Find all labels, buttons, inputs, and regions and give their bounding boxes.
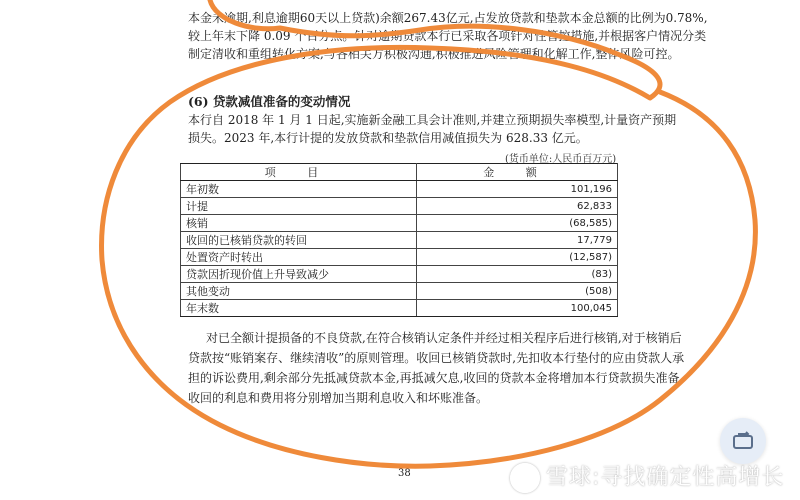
table-row [181, 283, 618, 300]
row-item: 年末数 [181, 300, 417, 317]
column-header-item: 项 目 [181, 164, 417, 181]
share-icon [732, 431, 754, 451]
loan-impairment-table [180, 163, 618, 317]
row-item: 收回的已核销贷款的转回 [181, 232, 417, 249]
section-intro-line: 损失。2023 年,本行计提的发放贷款和垫款信用减值损失为 628.33 亿元。 [188, 131, 588, 145]
paragraph-top-line: 制定清收和重组转化方案,与各相关方积极沟通,积极推进风险管理和化解工作,整体风险可控。 [188, 47, 680, 61]
section-intro-line: 本行自 2018 年 1 月 1 日起,实施新金融工具会计准则,并建立预期损失率模型,计量资产预期 [188, 113, 677, 127]
row-item: 贷款因折现价值上升导致减少 [181, 266, 417, 283]
table-header-row [181, 164, 618, 181]
share-button[interactable] [720, 418, 766, 464]
paragraph-bottom-line: 对已全额计提损备的不良贷款,在符合核销认定条件并经过相关程序后进行核销,对于核销后 [206, 331, 682, 345]
watermark [510, 460, 784, 493]
paragraph-bottom-line: 收回的利息和费用将分别增加当期利息收入和坏账准备。 [188, 391, 489, 405]
table-row [181, 232, 618, 249]
row-amount: 101,196 [417, 181, 618, 198]
watermark-text: 雪球:寻找确定性高增长 [546, 465, 785, 490]
unit-note: (货币单位:人民币百万元) [505, 154, 617, 165]
paragraph-bottom-line: 贷款按“账销案存、继续清收”的原则管理。收回已核销贷款时,先扣收本行垫付的应由贷款人承 [188, 351, 685, 365]
row-amount: 17,779 [417, 232, 618, 249]
table-row [181, 249, 618, 266]
row-amount: 62,833 [417, 198, 618, 215]
row-item: 核销 [181, 215, 417, 232]
row-item: 计提 [181, 198, 417, 215]
table-row [181, 181, 618, 198]
row-item: 处置资产时转出 [181, 249, 417, 266]
row-amount: 100,045 [417, 300, 618, 317]
table-row [181, 266, 618, 283]
table-row [181, 198, 618, 215]
table-row [181, 300, 618, 317]
page-number: 38 [398, 468, 411, 479]
row-amount: (508) [417, 283, 618, 300]
paragraph-top-line: 较上年末下降 0.09 个百分点。针对逾期贷款本行已采取各项针对性管控措施,并根据客户情况分类 [188, 29, 707, 43]
row-item: 其他变动 [181, 283, 417, 300]
row-amount: (68,585) [417, 215, 618, 232]
row-amount: (12,587) [417, 249, 618, 266]
row-item: 年初数 [181, 181, 417, 198]
table-row [181, 215, 618, 232]
snowball-logo-icon [510, 463, 540, 493]
paragraph-top-line: 本金未逾期,利息逾期60天以上贷款)余额267.43亿元,占发放贷款和垫款本金总额的比例为0.78%, [188, 11, 708, 25]
paragraph-bottom-line: 担的诉讼费用,剩余部分先抵减贷款本金,再抵减欠息,收回的贷款本金将增加本行贷款损失准备, [188, 371, 684, 385]
section-title: (6) 贷款减值准备的变动情况 [188, 94, 351, 109]
column-header-amount: 金 额 [417, 164, 618, 181]
row-amount: (83) [417, 266, 618, 283]
